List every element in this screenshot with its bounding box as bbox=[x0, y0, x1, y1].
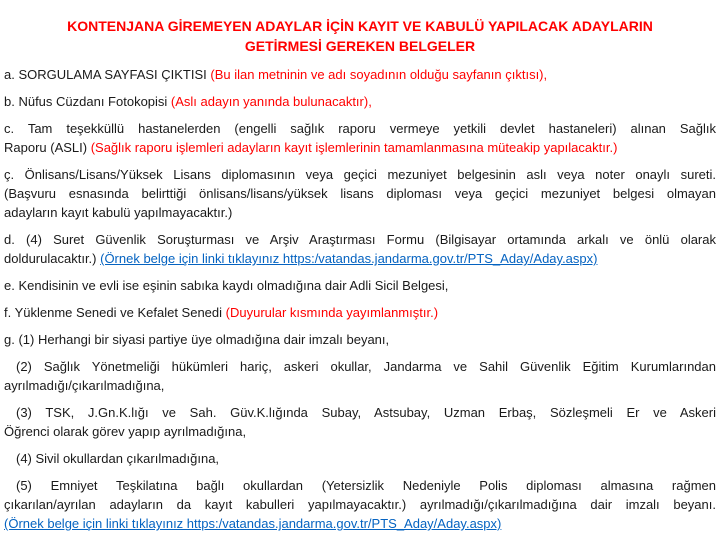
text-line bbox=[4, 495, 716, 514]
sample-document-link-g5[interactable]: (Örnek belge için linki tıklayınız https:/vatandas.jandarma.gov.tr/PTS_Aday/Aday.aspx) bbox=[4, 516, 502, 531]
text-line bbox=[4, 138, 716, 157]
item-c bbox=[4, 119, 716, 157]
text-line bbox=[4, 92, 716, 111]
item-c-note: (Sağlık raporu işlemleri adayların kayıt işlemlerinin tamamlanmasına müteakip yapılacaktır.) bbox=[90, 140, 618, 155]
text-line bbox=[4, 249, 716, 268]
item-g2 bbox=[4, 357, 716, 395]
item-a-note: (Bu ilan metninin ve adı soyadının olduğu sayfanın çıktısı), bbox=[210, 67, 548, 82]
item-d-text: d. (4) Suret Güvenlik Soruşturması ve Arşiv Araştırması Formu (Bilgisayar ortamında arkalı ve önlü olarak bbox=[4, 232, 716, 247]
text-line bbox=[4, 303, 716, 322]
item-c-cedilla-text-end: adayların kayıt kabulü yapılmayacaktır.) bbox=[4, 205, 233, 220]
document-title: KONTENJANA GİREMEYEN ADAYLAR İÇİN KAYIT VE KABULÜ YAPILACAK ADAYLARIN GETİRMESİ GEREKEN BELGELER bbox=[67, 18, 653, 54]
item-d bbox=[4, 230, 716, 268]
item-c-text-cont: Raporu (ASLI) bbox=[4, 140, 91, 155]
item-g4 bbox=[4, 449, 716, 468]
sample-document-link-d[interactable]: (Örnek belge için linki tıklayınız https:/vatandas.jandarma.gov.tr/PTS_Aday/Aday.aspx) bbox=[100, 251, 598, 266]
text-line bbox=[4, 514, 716, 533]
item-g1-text: g. (1) Herhangi bir siyasi partiye üye olmadığına dair imzalı beyanı, bbox=[4, 332, 390, 347]
item-g3 bbox=[4, 403, 716, 441]
text-line bbox=[4, 357, 716, 376]
item-b bbox=[4, 92, 716, 111]
item-g2-text-cont: ayrılmadığı/çıkarılmadığına, bbox=[4, 378, 165, 393]
item-b-label: b. Nüfus Cüzdanı Fotokopisi bbox=[4, 94, 171, 109]
item-g5-text: (5) Emniyet Teşkilatına bağlı okullardan (Yetersizlik Nedeniyle Polis diploması almasına rağmen bbox=[16, 478, 716, 493]
item-a-label: a. SORGULAMA SAYFASI ÇIKTISI bbox=[4, 67, 211, 82]
item-c-text: c. Tam teşekküllü hastanelerden (engelli sağlık raporu vermeye yetkili devlet hastaneleri) alınan Sağlık bbox=[4, 121, 716, 136]
item-b-note: (Aslı adayın yanında bulunacaktır), bbox=[170, 94, 372, 109]
item-f-label: f. Yüklenme Senedi ve Kefalet Senedi bbox=[4, 305, 226, 320]
item-e-text: e. Kendisinin ve evli ise eşinin sabıka kaydı olmadığına dair Adli Sicil Belgesi, bbox=[4, 278, 449, 293]
item-f-note: (Duyurular kısmında yayımlanmıştır.) bbox=[225, 305, 439, 320]
item-g5-text-cont: çıkarılan/ayrılan adayların da kayıt kabulleri yapılmayacaktır.) ayrılmadığı/çıkarılmadığına dair imzalı beyanı. bbox=[4, 497, 716, 512]
item-g2-text: (2) Sağlık Yönetmeliği hükümleri hariç, askeri okullar, Jandarma ve Sahil Güvenlik Eğitim Kurumlarından bbox=[16, 359, 716, 374]
item-g5 bbox=[4, 476, 716, 533]
text-line bbox=[4, 119, 716, 138]
text-line bbox=[4, 376, 716, 395]
item-g4-text: (4) Sivil okullardan çıkarılmadığına, bbox=[16, 451, 220, 466]
item-g3-text: (3) TSK, J.Gn.K.lığı ve Sah. Güv.K.lığında Subay, Astsubay, Uzman Erbaş, Sözleşmeli Er ve Askeri bbox=[16, 405, 716, 420]
item-e bbox=[4, 276, 716, 295]
item-d-text-cont: doldurulacaktır.) bbox=[4, 251, 101, 266]
item-f bbox=[4, 303, 716, 322]
text-line bbox=[4, 276, 716, 295]
text-line bbox=[4, 476, 716, 495]
text-line bbox=[4, 403, 716, 422]
item-a bbox=[4, 65, 716, 84]
text-line bbox=[4, 230, 716, 249]
item-c-cedilla-text: ç. Önlisans/Lisans/Yüksek Lisans diplomasının veya geçici mezuniyet belgesinin aslı veya noter onaylı sureti. bbox=[4, 167, 716, 182]
item-g1 bbox=[4, 330, 716, 349]
item-c-cedilla-text-cont: (Başvuru esnasında belirttiği önlisans/lisans/yüksek lisans diploması veya geçici mezuniyet belgesi olmayan bbox=[4, 186, 716, 201]
text-line bbox=[4, 449, 716, 468]
text-line bbox=[4, 330, 716, 349]
text-line bbox=[4, 65, 716, 84]
item-c-cedilla bbox=[4, 165, 716, 222]
text-line bbox=[4, 422, 716, 441]
text-line bbox=[4, 203, 716, 222]
text-line bbox=[4, 165, 716, 184]
item-g3-text-cont: Öğrenci olarak görev yapıp ayrılmadığına, bbox=[4, 424, 247, 439]
text-line bbox=[4, 184, 716, 203]
